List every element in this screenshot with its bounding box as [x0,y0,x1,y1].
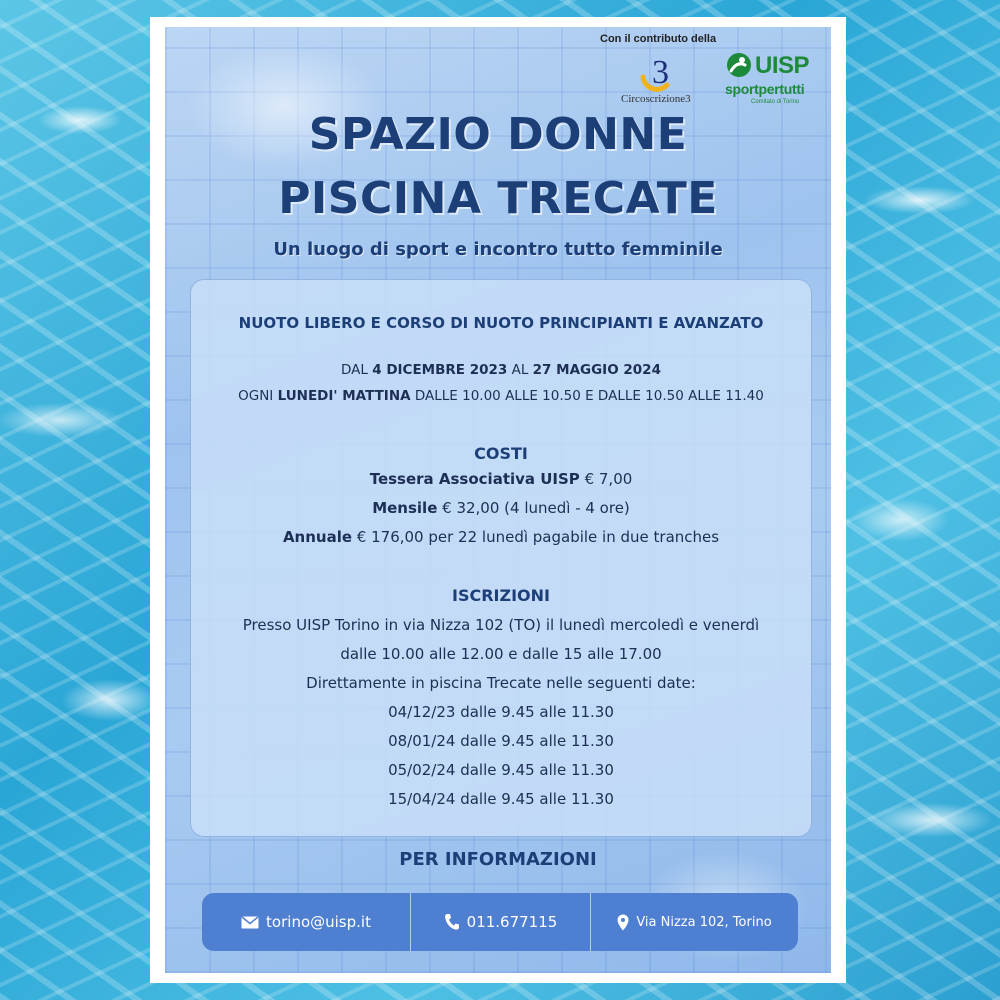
contact-email-text[interactable]: torino@uisp.it [266,913,371,931]
uisp-logo [725,51,829,111]
registration-date: 05/02/24 dalle 9.45 alle 11.30 [388,761,614,779]
cost-value: € 176,00 per 22 lunedì pagabile in due tranches [352,528,720,546]
course-heading: NUOTO LIBERO E CORSO DI NUOTO PRINCIPIANTI E AVANZATO [238,314,764,332]
registration-line: Presso UISP Torino in via Nizza 102 (TO) il lunedì mercoledì e venerdì [242,616,760,634]
info-card [190,279,812,837]
contact-address[interactable] [590,893,798,951]
times-rest: DALLE 10.00 ALLE 10.50 E DALLE 10.50 ALLE 11.40 [410,388,764,404]
dates-prefix: DAL [341,362,373,378]
course-day: LUNEDI' MATTINA [277,388,411,404]
envelope-icon [241,916,259,929]
circoscrizione-logo [617,53,727,113]
dates-mid: AL [507,362,533,378]
title-line-2: PISCINA TRECATE [278,173,718,224]
times-prefix: OGNI [238,388,278,404]
registration-title: ISCRIZIONI [452,586,550,605]
contact-phone[interactable] [410,893,590,951]
course-times [191,388,811,404]
subtitle: Un luogo di sport e incontro tutto femminile [273,239,723,260]
date-start: 4 DICEMBRE 2023 [372,362,508,378]
registration-date: 04/12/23 dalle 9.45 alle 11.30 [388,703,614,721]
phone-icon [444,913,460,931]
cost-item [191,470,811,488]
uisp-figure-icon [725,51,753,79]
uisp-logo-name: UISP [755,52,810,79]
poster [165,27,831,973]
circoscrizione-mark-icon [637,53,677,93]
date-end: 27 MAGGIO 2024 [532,362,661,378]
cost-value: € 32,00 (4 lunedì - 4 ore) [437,499,630,517]
course-dates [191,362,811,378]
contact-bar [202,893,798,951]
sponsor-label: Con il contributo della [600,33,717,45]
cost-label: Mensile [372,499,438,517]
registration-line: Direttamente in piscina Trecate nelle seguenti date: [306,674,696,692]
registration-date: 15/04/24 dalle 9.45 alle 11.30 [388,790,614,808]
info-title: PER INFORMAZIONI [399,849,597,870]
cost-value: € 7,00 [579,470,633,488]
costs-title: COSTI [474,444,528,463]
registration-line: dalle 10.00 alle 12.00 e dalle 15 alle 17.00 [340,645,662,663]
cost-label: Annuale [282,528,353,546]
circoscrizione-logo-text: Circoscrizione3 [621,93,691,105]
uisp-logo-tagline: sportpertutti [725,81,805,97]
map-pin-icon [617,914,629,931]
uisp-logo-small: Comitato di Torino [751,99,800,105]
contact-address-text[interactable]: Via Nizza 102, Torino [636,914,772,930]
cost-item [191,499,811,517]
registration-date: 08/01/24 dalle 9.45 alle 11.30 [388,732,614,750]
contact-email[interactable] [202,893,410,951]
svg-text:3: 3 [652,54,669,91]
contact-phone-text[interactable]: 011.677115 [466,913,558,931]
title-line-1: SPAZIO DONNE [308,109,688,160]
cost-item [191,528,811,546]
cost-label: Tessera Associativa UISP [369,470,580,488]
